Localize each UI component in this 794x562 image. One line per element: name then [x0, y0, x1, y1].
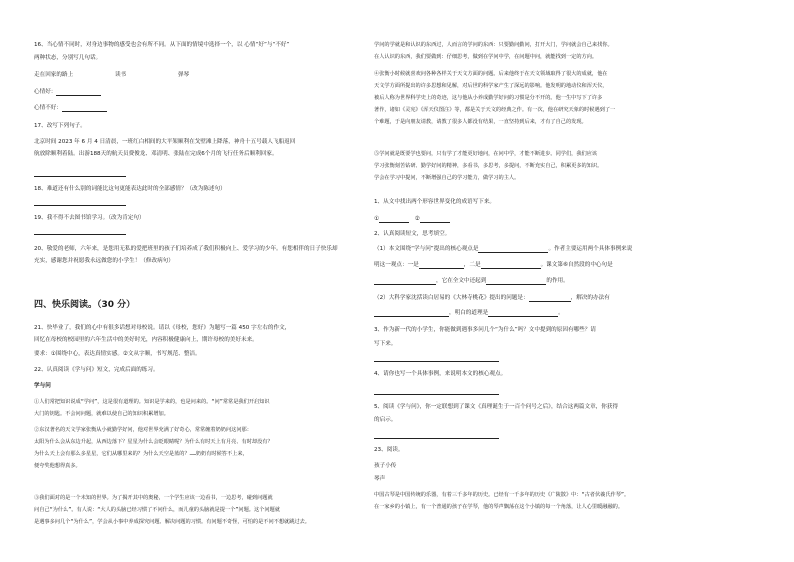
rq2-a2-text: 明这一观点：一是: [374, 262, 419, 268]
rq2-a1: [374, 245, 632, 253]
rq1-blank2[interactable]: [420, 216, 450, 223]
rq1-blanks: [374, 215, 450, 223]
q20-line2: 充实，感谢您并祝愿我永远做您的小学生！（修改病句）: [34, 258, 174, 264]
rq2-b1-blank[interactable]: [529, 295, 571, 302]
rq2-a2-blank1[interactable]: [419, 262, 464, 269]
good-blank[interactable]: [56, 89, 101, 96]
rq1-n1: ①: [374, 216, 380, 222]
r8: ⑤学问就是既要学也要问，只有学了才能更好地问，在问中学，才能不断进步。同学们，我们应该: [374, 151, 598, 157]
rq2-a3: [374, 277, 569, 285]
p2c: 为什么天上会有那么多星星，它们从哪里来的？为什么天空是蓝的？……奶奶有时候答不上来，: [34, 451, 248, 457]
q16-good: [34, 88, 101, 96]
rq2-a3-blank1[interactable]: [374, 278, 436, 285]
rq2-a2b-text: ，二是: [463, 262, 481, 268]
rq2-a3c-text: 的作用。: [546, 278, 569, 284]
p3b: 问自己“为什么”。有人说：“大人的头脑已经习惯了不问什么，而儿童的头脑就是提一个”问题。这个问题就: [34, 507, 280, 513]
q21-line2: 回忆在母校的校园里的六年生活中的美好时光，内容积极健康向上，期许母校的美好未来。: [34, 337, 258, 343]
rq2-b1b-text: ，解决的办法有: [570, 295, 610, 301]
r6: 著作，诸如《灵宪》《浑天仪图注》等，都是关于天文的经典之作。有一次，他在研究天象的时候遇到了一: [374, 107, 616, 113]
rq4-answer-line[interactable]: [374, 394, 499, 395]
rq2-b2-blank1[interactable]: [374, 310, 449, 317]
p1a: ①人们常把知识说成“学问”，这是很有道理的。知识是学来的，也是问来的。“问”常常是我们开启知识: [34, 399, 270, 405]
p3c: 是遇事多问几个“为什么”，学会从小事中养成探究问题、解决问题的习惯。有问题不奇怪，可怕的是不问不想就跳过去。: [34, 519, 310, 525]
q23-sub1: 孩子小传: [374, 463, 397, 469]
r4: 天文学方面所提出的许多思想和见解，对后世的科学家产生了深远的影响。他发明的地动仪和浑天仪，: [374, 83, 608, 89]
r3: ④张衡小时候就喜欢问各种各样关于天文方面的问题。后来他终于在天文领域取得了很大的成就，他在: [374, 71, 608, 77]
section4-heading: 四、快乐阅读。（30 分）: [34, 300, 136, 310]
rq2-a1-text: （1）本文围绕“学与问”提出的核心观点是: [374, 246, 479, 252]
q16-options: [34, 71, 189, 79]
q16-line2: 两种状态，分别写几句话。: [34, 55, 102, 61]
q23-p2: 在一家乡的小镇上，有一个普通的孩子在学琴，他的琴声飘荡在这个小镇的每一个角落，让人心里暖融融的。: [374, 504, 624, 510]
rq5-answer-line[interactable]: [374, 438, 499, 439]
q23-p1: 中国古琴是中国传统的乐器，有着三千多年的历史。已经有一千多年的历史《广陵散》中：“古者伏羲氏作琴”。: [374, 492, 630, 498]
q16-bad: [34, 104, 107, 112]
rq5-line2: 的启示。: [374, 417, 397, 423]
rq2-b1-text: （2）大科学家沈括读白居易的《大林寺桃花》提出的问题是：: [374, 295, 529, 301]
r1: 学问的学就是和认识的东西过，人而言的学问的东西：只要勤问勤问，打开大门，学问就会自己来找你。: [374, 42, 613, 48]
p1b: 大门的钥匙。不会问问题，就难以使自己的知识积累增加。: [34, 411, 169, 417]
rq1-n2: ②: [414, 216, 420, 222]
p3a: ③我们面对的是一个未知的世界。为了揭开其中的奥秘，一个学生应该一边看书，一边思考，碰到问题就: [34, 495, 273, 501]
rq2-a2-blank2[interactable]: [481, 262, 541, 269]
good-label: 心情好：: [34, 89, 57, 95]
r2: 在人认识的东西，我们要做到：仔细思考，做到在学问中学，在问题中问，就能找到一定的方向。: [374, 54, 598, 60]
rq2-a2c-text: 。课文第⑥自然段的中心句是: [540, 262, 613, 268]
bad-blank[interactable]: [62, 105, 107, 112]
rq2-a1-blank[interactable]: [478, 246, 548, 253]
right-column: [374, 0, 756, 562]
option-piano: 弹琴: [177, 72, 190, 78]
q18-answer-line[interactable]: [34, 205, 126, 206]
q16-line1: 16、当心情不同时，对身边事物的感受也会有所不同。从下面的情境中选择一个，以 心情“好”与“不好”: [34, 42, 290, 48]
q21-req: 要求：①围绕中心，表达真情实感。②文从字顺，书写规范、整洁。: [34, 351, 201, 357]
rq2-b1: [374, 294, 610, 302]
rq2-b2b-text: ，明白的道理是: [449, 310, 489, 316]
q17-line1: 北京时间 2023 年 6 月 4 日清晨，一班红白相间的大平架顺利在戈壁滩上降落，神舟十五号载人飞船返回: [34, 139, 296, 145]
r7: 个难题，于是向朋友请教，请教了很多人都没有结果，一直坚持到后来，才有了自己的发现。: [374, 119, 587, 125]
q21-line1: 21、快毕业了，我们的心中有很多话想对母校说。请以《母校，您好》为题写一篇 450 字左右的作文，: [34, 325, 291, 331]
rq2-title: 2、认真阅读短文，思考填空。: [374, 231, 451, 237]
rq3-line1: 3、作为新一代的小学生，你能做到遇事多问几个“为什么”吗？文中提到的原因有哪些？请: [374, 327, 596, 333]
rq1-text: 1、从文中找出两个形容世界变化的成语写下来。: [374, 199, 496, 205]
q17-answer-line[interactable]: [34, 176, 126, 177]
q22-title: 22、认真阅读《学与问》短文，完成后面的练习。: [34, 367, 159, 373]
q17-title: 17、改写下列句子。: [34, 123, 86, 129]
q18-text: 18、难道还有什么别的词能比这句更能表达此时的全部感情？（改为陈述句）: [34, 186, 226, 192]
p2a: ②东汉著名的天文学家张衡从小就勤学好问，他对世界充满了好奇心，常常缠着奶奶问这问那：: [34, 427, 252, 433]
rq3-answer-line[interactable]: [374, 361, 499, 362]
option-read: 读书: [114, 72, 127, 78]
q19-text: 19、我不得不去图书馆学习。（改为肯定句）: [34, 215, 145, 221]
rq2-a3b-text: ，它在全文中还起到: [436, 278, 487, 284]
r9: 学习张衡刻苦钻研、勤学好问的精神，多看书，多思考，多提问，不断充实自己，积累更多的知识。: [374, 163, 603, 169]
q23-title: 23、阅读。: [374, 447, 404, 453]
rq2-a3-blank2[interactable]: [486, 278, 546, 285]
q23-sub2: 琴声: [374, 476, 386, 482]
rq3-line2: 写下来。: [374, 341, 397, 347]
r10: 学会在学习中提问，不断增强自己的学习能力，做学习的主人。: [374, 175, 520, 181]
q19-answer-line[interactable]: [34, 234, 126, 235]
rq4-text: 4、请你也写一个具体事例，来说明本文的核心观点。: [374, 371, 507, 377]
rq2-b2-blank2[interactable]: [488, 310, 558, 317]
rq2-b2: [374, 309, 564, 317]
q20-line1: 20、敬爱的老师，六年来，是您用无私的爱把班里的孩子们培养成了我们积极向上、爱学习的少年。有您相伴的日子快乐却: [34, 246, 338, 252]
p2d: 便夸奖他想得真多。: [34, 463, 81, 469]
bad-label: 心情不好：: [34, 105, 62, 111]
rq2-a1b-text: 。作者主要运用两个具体事例来说: [548, 246, 633, 252]
rq2-b2c-text: 。: [558, 310, 564, 316]
option-walk: 走在回家的路上: [34, 72, 74, 78]
rq2-a2: [374, 261, 613, 269]
rq5-line1: 5、阅读《学与问》，你一定联想到了课文《真理诞生于一百个问号之后》，结合这两篇文章，你获得: [374, 404, 619, 410]
r5: 被后人称为世界科学史上的奇迹，这与他从小养成勤学好问的习惯是分不开的。他一生中写下了许多: [374, 95, 603, 101]
passage-title: 学与问: [34, 383, 51, 389]
p2b: 太阳为什么会从东边升起，从西边落下？星星为什么会眨眼睛呢？为什么有时天上有月亮、有时却没有？: [34, 439, 273, 445]
q17-line3: 航放除顺利着陆。出游188天的航天员费俊龙、邓清明、张陆在完成6个月的飞行任务后顺利回家。: [34, 151, 278, 157]
rq1-blank1[interactable]: [379, 216, 409, 223]
